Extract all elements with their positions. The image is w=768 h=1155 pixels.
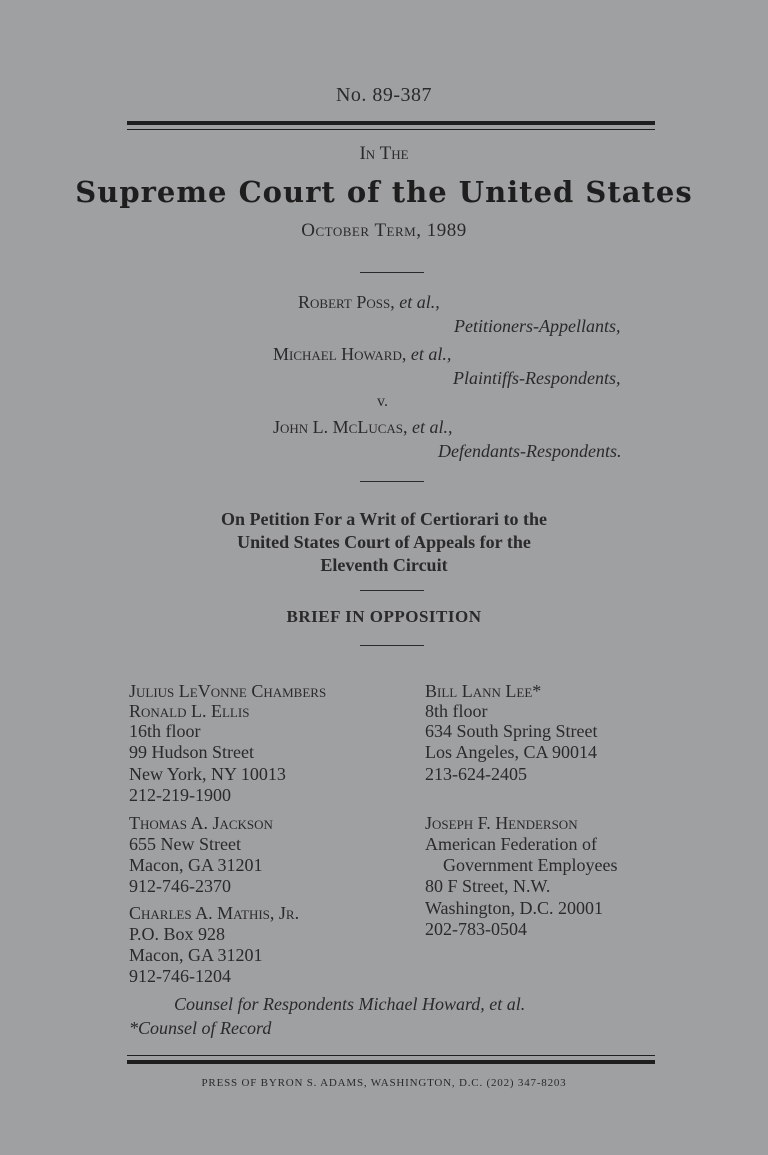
counsel-left-line: P.O. Box 928 bbox=[129, 924, 226, 944]
top-rule-thick bbox=[127, 121, 655, 125]
counsel-left-line: 99 Hudson Street bbox=[129, 742, 254, 762]
party-petitioner-role: Petitioners-Appellants, bbox=[454, 316, 621, 336]
party-petitioner bbox=[298, 291, 440, 313]
bottom-rule-thin bbox=[127, 1055, 655, 1056]
counsel-of-record: *Counsel of Record bbox=[129, 1018, 272, 1038]
party-plaintiff bbox=[273, 343, 451, 365]
counsel-right-line: 213-624-2405 bbox=[425, 764, 527, 784]
separator-rule bbox=[360, 645, 424, 646]
party-petitioner-name: Robert Poss, bbox=[298, 292, 395, 312]
separator-rule bbox=[360, 272, 424, 273]
party-plaintiff-role: Plaintiffs-Respondents, bbox=[453, 368, 621, 388]
term: October Term, 1989 bbox=[301, 220, 467, 241]
petition-line-3: Eleventh Circuit bbox=[320, 555, 448, 575]
party-defendant-etal: et al., bbox=[412, 417, 453, 437]
counsel-right-line: Joseph F. Henderson bbox=[425, 813, 578, 833]
counsel-right-line: Government Employees bbox=[443, 855, 618, 875]
counsel-right-line: Los Angeles, CA 90014 bbox=[425, 742, 598, 762]
top-rule-thin bbox=[127, 129, 655, 130]
party-defendant-name: John L. McLucas, bbox=[273, 417, 408, 437]
petition-line-2: United States Court of Appeals for the bbox=[237, 532, 531, 552]
party-plaintiff-etal: et al., bbox=[410, 344, 452, 364]
counsel-left-line: 212-219-1900 bbox=[129, 785, 231, 805]
counsel-left-line: Julius LeVonne Chambers bbox=[129, 681, 327, 701]
separator-rule bbox=[360, 481, 424, 482]
counsel-left-line: 912-746-2370 bbox=[129, 876, 231, 896]
counsel-right-line: American Federation of bbox=[425, 834, 597, 854]
separator-rule bbox=[360, 590, 424, 591]
counsel-left-line: New York, NY 10013 bbox=[129, 764, 286, 784]
counsel-left-line: Macon, GA 31201 bbox=[129, 855, 263, 875]
party-defendant bbox=[273, 416, 453, 438]
press-line: PRESS OF BYRON S. ADAMS, WASHINGTON, D.C. (202) 347-8203 bbox=[201, 1077, 567, 1089]
counsel-right-line: Bill Lann Lee* bbox=[425, 681, 542, 701]
counsel-right-line: 8th floor bbox=[425, 701, 488, 721]
counsel-left-line: 16th floor bbox=[129, 721, 201, 741]
counsel-left-line: 912-746-1204 bbox=[129, 966, 231, 986]
party-plaintiff-name: Michael Howard, bbox=[273, 344, 407, 364]
docket-number: No. 89-387 bbox=[335, 84, 433, 106]
counsel-right-line: 80 F Street, N.W. bbox=[425, 876, 551, 896]
in-the-heading: In The bbox=[359, 143, 409, 164]
petition-line-1: On Petition For a Writ of Certiorari to the bbox=[221, 509, 547, 529]
versus: v. bbox=[377, 393, 388, 410]
counsel-left-line: Ronald L. Ellis bbox=[129, 701, 250, 721]
counsel-left-line: Macon, GA 31201 bbox=[129, 945, 263, 965]
party-petitioner-etal: et al., bbox=[399, 292, 440, 312]
counsel-for: Counsel for Respondents Michael Howard, et al. bbox=[174, 994, 526, 1014]
counsel-right-line: 202-783-0504 bbox=[425, 919, 527, 939]
counsel-right-line: 634 South Spring Street bbox=[425, 721, 598, 741]
bottom-rule-thick bbox=[127, 1060, 655, 1064]
party-defendant-role: Defendants-Respondents. bbox=[438, 441, 622, 461]
court-name: Supreme Court of the United States bbox=[75, 175, 693, 209]
counsel-right-line: Washington, D.C. 20001 bbox=[425, 898, 604, 918]
counsel-left-line: Thomas A. Jackson bbox=[129, 813, 273, 833]
counsel-left-line: 655 New Street bbox=[129, 834, 241, 854]
counsel-left-line: Charles A. Mathis, Jr. bbox=[129, 903, 300, 923]
brief-title: BRIEF IN OPPOSITION bbox=[286, 607, 482, 626]
